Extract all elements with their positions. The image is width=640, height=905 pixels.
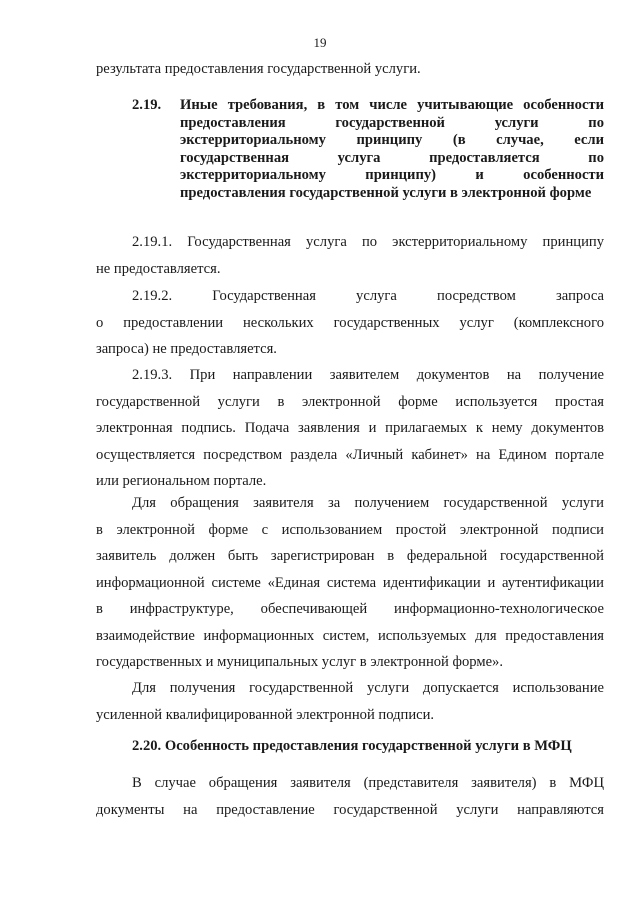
paragraph-line: 2.19.3. При направлении заявителем документов на получение — [132, 367, 604, 383]
section-title: Иные требования, в том числе учитывающие особенности предоставления государственной услуги по экстерриториальному принципу (в случае, если государственная услуга предоставляется по экстерриториальному принципу) и особенности предоставления государственной услуги в электронной форме — [180, 97, 604, 201]
paragraph-line: результата предоставления государственной услуги. — [96, 61, 421, 77]
paragraph-qualified-signature — [96, 675, 604, 728]
paragraph-2-19-1 — [96, 229, 604, 282]
paragraph-line: В случае обращения заявителя (представителя заявителя) в МФЦ — [132, 775, 604, 791]
paragraph-2-19-3 — [96, 362, 604, 495]
continuation-text — [96, 56, 604, 83]
paragraph-line: запроса) не предоставляется. — [96, 341, 277, 357]
paragraph-line: взаимодействие информационных систем, используемых для предоставления — [96, 627, 604, 644]
section-number: 2.19. — [132, 97, 162, 113]
paragraph-2-19-2 — [96, 283, 604, 363]
paragraph-line: не предоставляется. — [96, 260, 221, 277]
paragraph-line: государственной услуги в электронной форме используется простая — [96, 393, 604, 410]
paragraph-line: государственных и муниципальных услуг в электронной форме». — [96, 654, 503, 670]
paragraph-line: осуществляется посредством раздела «Личный кабинет» на Едином портале — [96, 446, 604, 463]
paragraph-line: Для получения государственной услуги допускается использование — [132, 680, 604, 696]
section-heading-2-20 — [132, 736, 604, 756]
paragraph-line: в инфраструктуре, обеспечивающей информационно-технологическое — [96, 601, 604, 617]
paragraph-line: электронная подпись. Подача заявления и прилагаемых к нему документов — [96, 420, 604, 436]
paragraph-line: 2.19.1. Государственная услуга по экстерриториальному принципу — [132, 234, 604, 250]
section-title: Особенность предоставления государственной услуги в МФЦ — [164, 738, 572, 754]
paragraph-line: заявитель должен быть зарегистрирован в федеральной государственной — [96, 548, 604, 564]
paragraph-mfc — [96, 770, 604, 823]
page-number: 19 — [313, 35, 327, 50]
paragraph-line: о предоставлении нескольких государственных услуг (комплексного — [96, 314, 604, 331]
section-number: 2.20. — [132, 738, 162, 754]
paragraph-line: или региональном портале. — [96, 473, 267, 489]
paragraph-line: усиленной квалифицированной электронной подписи. — [96, 706, 435, 723]
section-heading-2-19 — [132, 97, 604, 202]
paragraph-registration — [96, 490, 604, 676]
paragraph-line: в электронной форме с использованием простой электронной подписи — [96, 521, 604, 538]
paragraph-line: Для обращения заявителя за получением государственной услуги — [132, 495, 604, 511]
paragraph-line: документы на предоставление государственной услуги направляются — [96, 801, 604, 818]
paragraph-line: 2.19.2. Государственная услуга посредством запроса — [132, 288, 604, 304]
paragraph-line: информационной системе «Единая система идентификации и аутентификации — [96, 574, 604, 591]
